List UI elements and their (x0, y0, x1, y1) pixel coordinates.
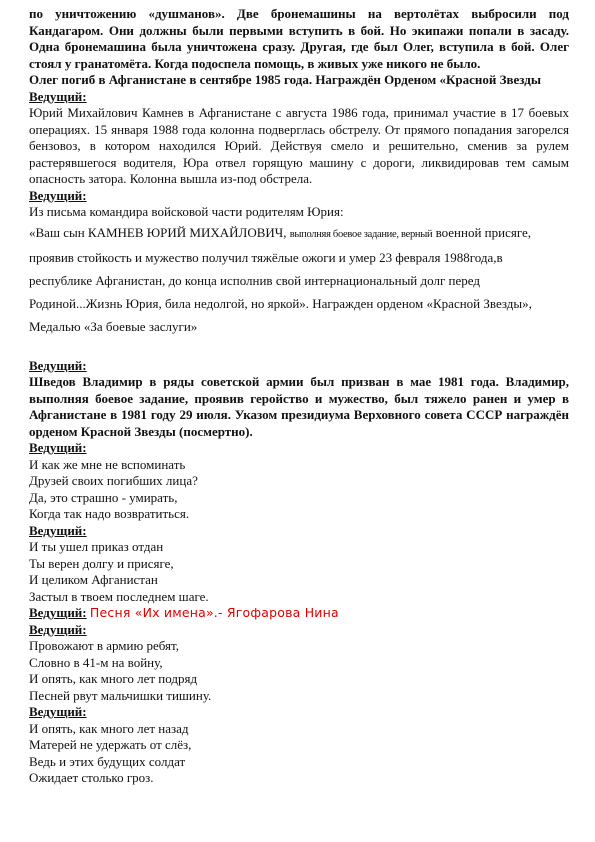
poem-stanza-2 (29, 539, 569, 605)
poem-line: Ожидает столько гроз. (29, 770, 154, 785)
spacer (29, 338, 569, 358)
leader-label: Ведущий: (29, 621, 87, 637)
poem-line: И как же мне не вспоминать (29, 456, 186, 472)
poem-line: И опять, как много лет назад (29, 720, 189, 736)
poem-line: Матерей не удержать от слёз, (29, 737, 192, 752)
poem-line: Ведь и этих будущих солдат (29, 753, 186, 769)
poem-line: И ты ушел приказ отдан (29, 539, 164, 554)
document-page (29, 6, 569, 787)
paragraph-kandahar: по уничтожению «душманов». Две бронемашины на вертолётах выбросили под Кандагаром. Они должны были первыми вступить в бой. Но экипажи попали в засаду. Одна бронемашина была уничтожена сразу. Другая, где был Олег, вступила в бой. Олег стоял у гранатомёта. Когда подоспела помощь, в живых уже никого не было. (29, 6, 569, 71)
quote-start: «Ваш сын КАМНЕВ ЮРИЙ МИХАЙЛОВИЧ, (29, 224, 290, 240)
poem-line: Застыл в твоем последнем шаге. (29, 588, 209, 604)
poem-stanza-4 (29, 721, 569, 787)
quote-rest: военной присяге, проявив стойкость и мужество получил тяжёлые ожоги и умер 23 февраля 1988года,в республике Афганистан, до конца исполнив свой интернациональный долг перед Родиной...Жизнь Юрия, била недолгой, но яркой». Награжден орденом «Красной Звезды», Медалью «За боевые заслуги» (29, 224, 532, 334)
paragraph-kamnev: Юрий Михайлович Камнев в Афганистане с августа 1986 года, принимал участие в 17 боевых операциях. 15 января 1988 года колонна подверглась обстрелу. От прямого попадания загорелся бензовоз, в котором находился Юрий. Действуя смело и решительно, сменив за рулем растерявшегося водителя, Юра отвел горящую машину с дороги, ликвидировав тем самым опасность затора. Колонна вышла из-под обстрела. (29, 105, 569, 186)
leader-label: Ведущий: (29, 187, 87, 203)
poem-line: И опять, как много лет подряд (29, 671, 198, 686)
leader-label: Ведущий: (29, 440, 87, 455)
paragraph-letter-quote (29, 221, 569, 338)
poem-line: Песней рвут мальчишки тишину. (29, 687, 212, 703)
paragraph-shvedov: Шведов Владимир в ряды советской армии был призван в мае 1981 года. Владимир, выполняя боевое задание, проявив геройство и мужество, был тяжело ранен и умер в Афганистане в 1981 году 29 июля. Указом президиума Верховного совета СССР награждён орденом Красной Звезды (посмертно). (29, 374, 569, 439)
poem-line: И целиком Афганистан (29, 572, 158, 587)
poem-line: Ты верен долгу и присяге, (29, 555, 174, 571)
poem-stanza-1 (29, 457, 569, 523)
poem-line: Да, это страшно - умирать, (29, 489, 178, 505)
leader-label: Ведущий: (29, 704, 87, 719)
poem-line: Словно в 41-м на войну, (29, 654, 163, 670)
leader-label: Ведущий: (29, 522, 87, 538)
poem-line: Друзей своих погибших лица? (29, 473, 198, 488)
poem-line: Когда так надо возвратиться. (29, 506, 190, 521)
leader-label: Ведущий: (29, 88, 87, 104)
leader-label: Ведущий: (29, 605, 87, 620)
paragraph-oleg-award: Олег погиб в Афганистане в сентябре 1985 года. Награждён Орденом «Красной Звезды (29, 72, 541, 87)
quote-small-text: выполняя боевое задание, верный (289, 228, 433, 240)
song-title: Песня «Их имена».- Ягофарова Нина (89, 605, 339, 620)
leader-label: Ведущий: (29, 357, 87, 373)
poem-stanza-3 (29, 638, 569, 704)
song-line (29, 605, 569, 622)
paragraph-letter-intro: Из письма командира войсковой части родителям Юрия: (29, 204, 344, 219)
poem-line: Провожают в армию ребят, (29, 638, 179, 653)
